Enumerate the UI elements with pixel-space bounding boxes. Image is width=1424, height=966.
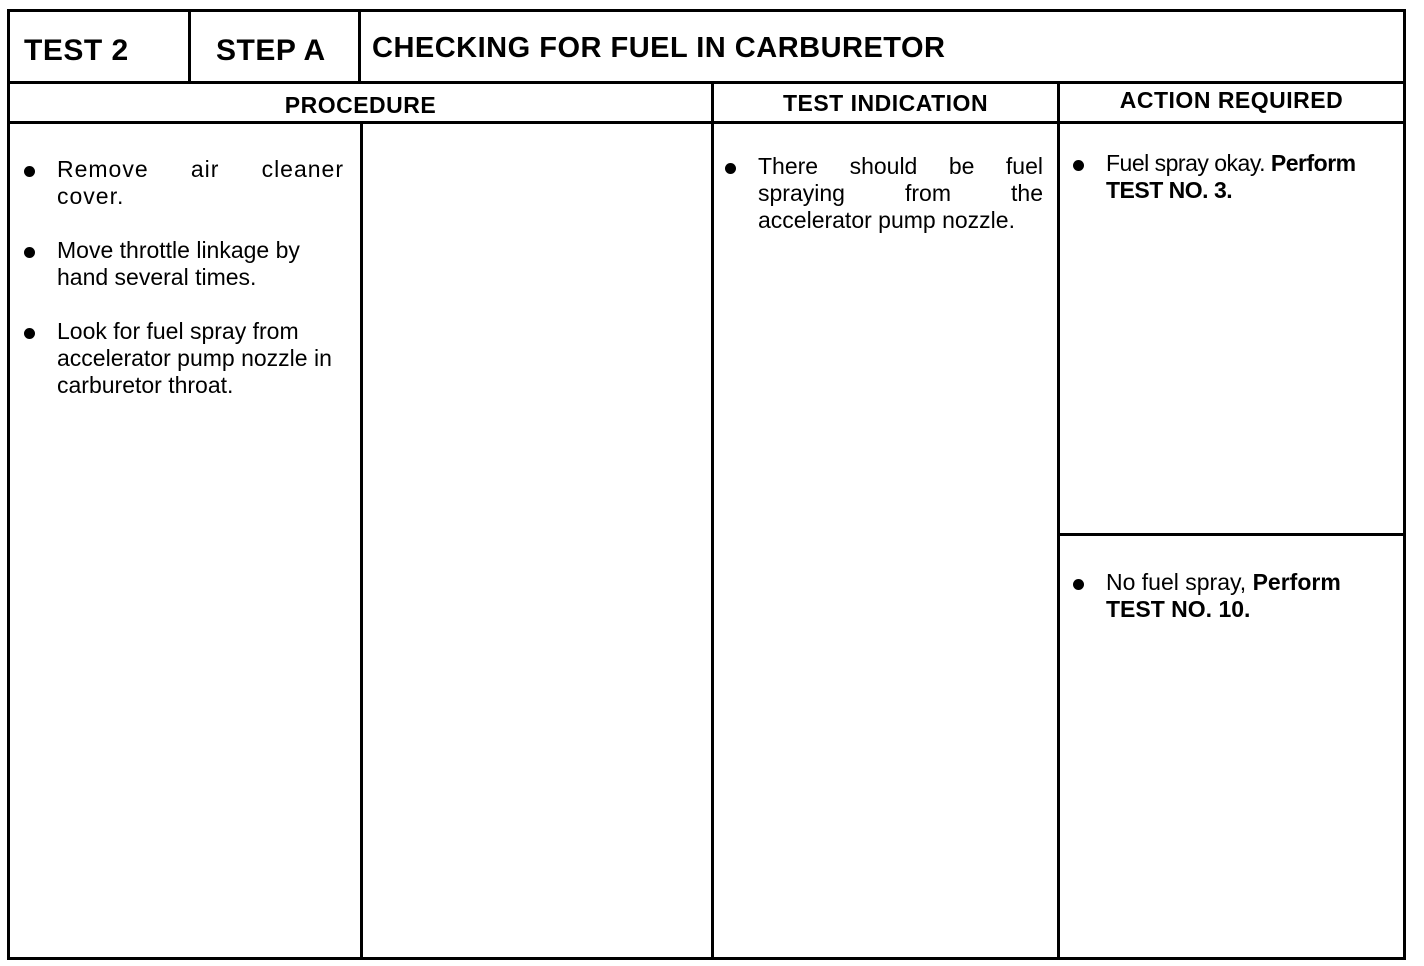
bullet-icon xyxy=(24,328,35,339)
page-title: CHECKING FOR FUEL IN CARBURETOR xyxy=(372,32,946,64)
procedure-divider xyxy=(711,82,714,957)
header-divider-2 xyxy=(358,12,361,82)
procedure-item: Look for fuel spray from accelerator pump nozzle in carburetor throat. xyxy=(57,318,344,399)
column-header-procedure: PROCEDURE xyxy=(284,92,437,118)
header-bottom-rule xyxy=(10,81,1403,84)
indication-divider xyxy=(1057,82,1060,957)
column-header-rule xyxy=(10,121,1403,124)
header-divider-1 xyxy=(188,12,191,82)
procedure-item: Move throttle linkage by hand several times. xyxy=(57,237,344,291)
action-item: Fuel spray okay. Perform TEST NO. 3. xyxy=(1106,150,1396,204)
bullet-icon xyxy=(725,163,736,174)
bullet-icon xyxy=(1073,579,1084,590)
procedure-inner-divider xyxy=(360,122,363,957)
action-item: No fuel spray, Perform TEST NO. 10. xyxy=(1106,569,1396,623)
column-header-action-required: ACTION REQUIRED xyxy=(1119,87,1344,113)
bullet-icon xyxy=(24,247,35,258)
test-procedure-table xyxy=(7,9,1406,960)
bullet-icon xyxy=(24,166,35,177)
bullet-icon xyxy=(1073,160,1084,171)
step-label: STEP A xyxy=(216,34,326,67)
test-number: TEST 2 xyxy=(24,34,129,67)
indication-item: There should be fuel spraying from the accelerator pump nozzle. xyxy=(758,153,1043,234)
action-split-rule xyxy=(1058,533,1403,536)
procedure-item: Remove air cleaner cover. xyxy=(57,156,344,210)
column-header-test-indication: TEST INDICATION xyxy=(782,90,989,116)
